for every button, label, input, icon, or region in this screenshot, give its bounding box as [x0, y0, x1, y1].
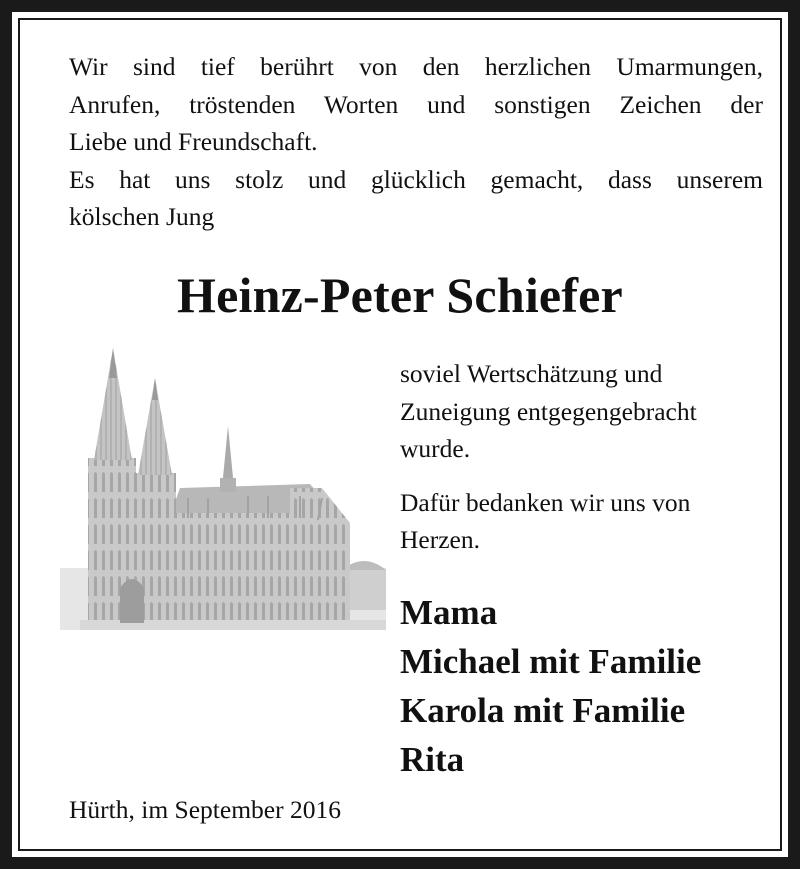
- place-and-date: Hürth, im September 2016: [69, 795, 341, 824]
- intro-text: [69, 48, 763, 236]
- message-line: Dafür bedanken wir uns von: [400, 487, 691, 517]
- notice-inner-frame: [18, 18, 782, 851]
- deceased-name: Heinz-Peter Schiefer: [177, 267, 623, 323]
- message-line: soviel Wertschätzung und: [400, 359, 663, 388]
- family-member: Michael mit Familie: [400, 642, 702, 681]
- message-line: Herzen.: [400, 525, 480, 554]
- family-member: Rita: [400, 740, 465, 779]
- intro-line: Wir sind tief berührt von den herzlichen Umarmungen,: [69, 52, 763, 81]
- intro-line: Liebe und Freundschaft.: [69, 127, 318, 156]
- family-member: Karola mit Familie: [400, 691, 686, 730]
- message-line: Zuneigung entgegengebracht: [400, 396, 697, 426]
- intro-line: Es hat uns stolz und glücklich gemacht, dass unserem: [69, 164, 763, 194]
- thanks-message: [400, 355, 780, 559]
- message-line: wurde.: [400, 434, 471, 463]
- intro-line: Anrufen, tröstenden Worten und sonstigen Zeichen der: [69, 89, 763, 119]
- family-member: Mama: [400, 593, 498, 632]
- family-signatures: [400, 588, 701, 784]
- intro-line: kölschen Jung: [69, 202, 215, 231]
- cologne-cathedral-icon: [60, 338, 386, 630]
